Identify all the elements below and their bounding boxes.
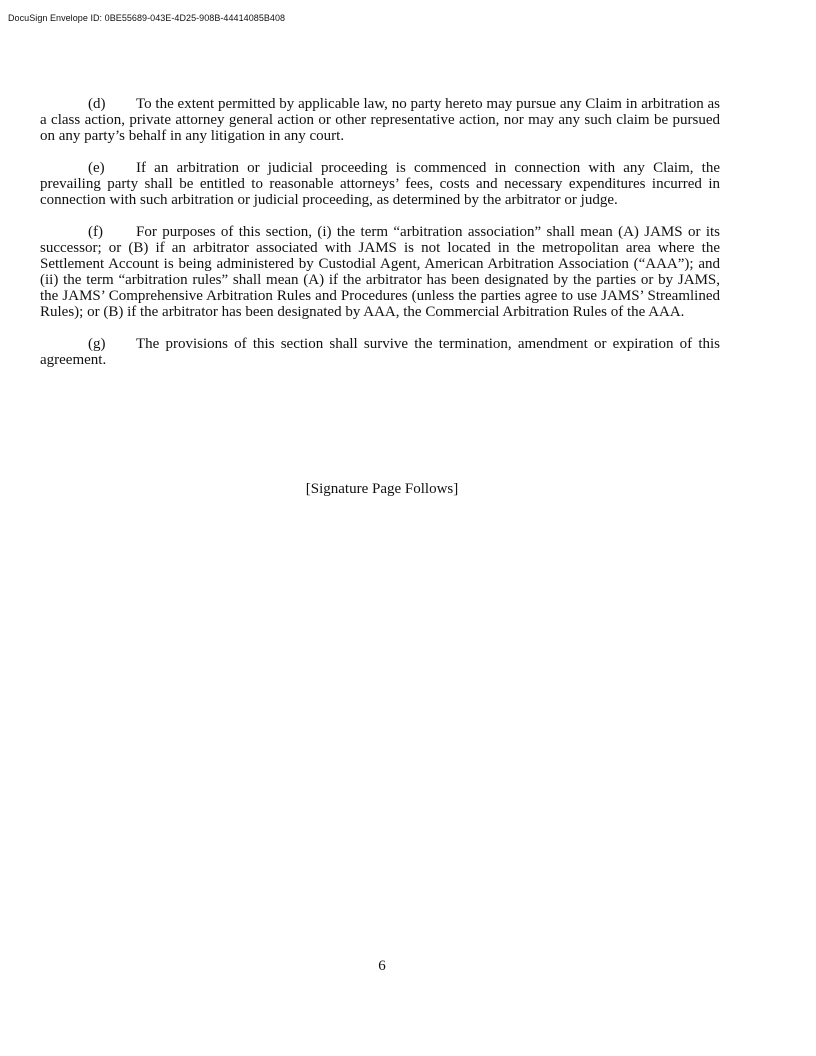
paragraph-label: (d) (88, 96, 106, 112)
paragraph-text: If an arbitration or judicial proceeding is commenced in connection with any Claim, the prevailing party shall be entitled to reasonable attorneys’ fees, costs and necessary expenditures incurred in connection with such arbitration or judicial proceeding, as determined by the arbitrator or judge. (40, 160, 720, 208)
docusign-envelope-id: DocuSign Envelope ID: 0BE55689-043E-4D25-908B-44414085B408 (8, 13, 286, 23)
document-body (40, 96, 720, 384)
paragraph-text: To the extent permitted by applicable law, no party hereto may pursue any Claim in arbitration as a class action, private attorney general action or other representative action, nor may any such claim be pursued on any party’s behalf in any litigation in any court. (40, 96, 720, 144)
paragraph-d (40, 96, 720, 144)
paragraph-label: (e) (88, 160, 105, 176)
paragraph-label: (f) (88, 224, 103, 240)
paragraph-f (40, 224, 720, 320)
paragraph-text: The provisions of this section shall survive the termination, amendment or expiration of this agreement. (40, 336, 720, 368)
paragraph-e (40, 160, 720, 208)
paragraph-label: (g) (88, 336, 106, 352)
paragraph-g (40, 336, 720, 368)
signature-page-note: [Signature Page Follows] (305, 481, 459, 497)
paragraph-text: For purposes of this section, (i) the term “arbitration association” shall mean (A) JAMS or its successor; or (B) if an arbitrator associated with JAMS is not located in the metropolitan area where the Settlement Account is being administered by Custodial Agent, American Arbitration Association (“AAA”); and (ii) the term “arbitration rules” shall mean (A) if the arbitrator has been designated by the parties or by JAMS, the JAMS’ Comprehensive Arbitration Rules and Procedures (unless the parties agree to use JAMS’ Streamlined Rules); or (B) if the arbitrator has been designated by AAA, the Commercial Arbitration Rules of the AAA. (40, 224, 720, 320)
page-number: 6 (378, 958, 386, 974)
